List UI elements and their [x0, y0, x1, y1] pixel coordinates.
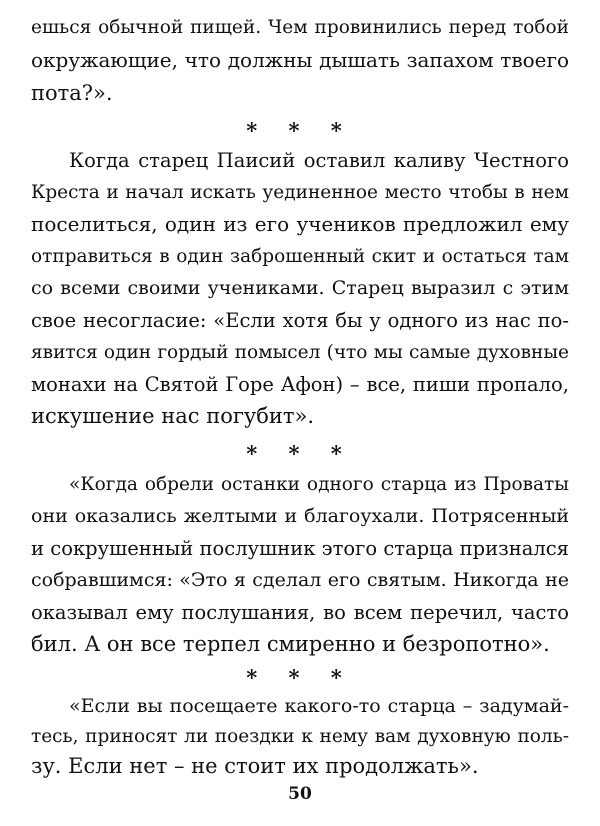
text-line: «Когда обрели останки одного старца из Проваты: [69, 474, 569, 495]
text-line: явится один гордый помысел (что мы самые духовные: [31, 342, 569, 363]
text-line: оказывал ему послушания, во всем перечил, часто: [31, 601, 569, 624]
text-line: поселиться, один из его учеников предложил ему: [31, 212, 569, 236]
text-line: они оказались желтыми и благоухали. Потрясенный: [31, 505, 569, 527]
text-line: ешься обычной пищей. Чем провинились перед тобой: [31, 17, 569, 38]
text-line: свое несогласие: «Если хотя бы у одного из нас по-: [31, 309, 569, 332]
text-line: зу. Если нет – не стоит их продолжать».: [31, 754, 479, 778]
text-line: и сокрушенный послушник этого старца признался: [31, 537, 569, 560]
text-line: искушение нас погубит».: [31, 404, 315, 428]
text-line: Когда старец Паисий оставил каливу Честного: [69, 149, 569, 172]
section-separator: * * *: [246, 665, 354, 690]
text-line: пота?».: [31, 81, 113, 105]
text-line: окружающие, что должны дышать запахом твоего: [31, 48, 569, 72]
section-separator: * * *: [246, 118, 354, 143]
text-line: монахи на Святой Горе Афон) – все, пиши пропало,: [31, 373, 569, 396]
text-line: бил. А он все терпел смиренно и безропотно».: [31, 632, 550, 656]
page-number: 50: [288, 784, 312, 804]
text-line: «Если вы посещаете какого-то старца – задумай-: [69, 695, 569, 717]
text-line: отправиться в один заброшенный скит и остаться там: [31, 246, 569, 267]
section-separator: * * *: [246, 441, 354, 466]
book-page: [31, 0, 569, 826]
text-line: тесь, приносят ли поездки к нему вам духовную поль-: [31, 726, 569, 747]
text-line: со всеми своими учениками. Старец выразил с этим: [31, 277, 569, 299]
text-line: собравшимся: «Это я сделал его святым. Никогда не: [31, 569, 569, 591]
text-line: Креста и начал искать уединенное место чтобы в нем: [31, 182, 569, 203]
